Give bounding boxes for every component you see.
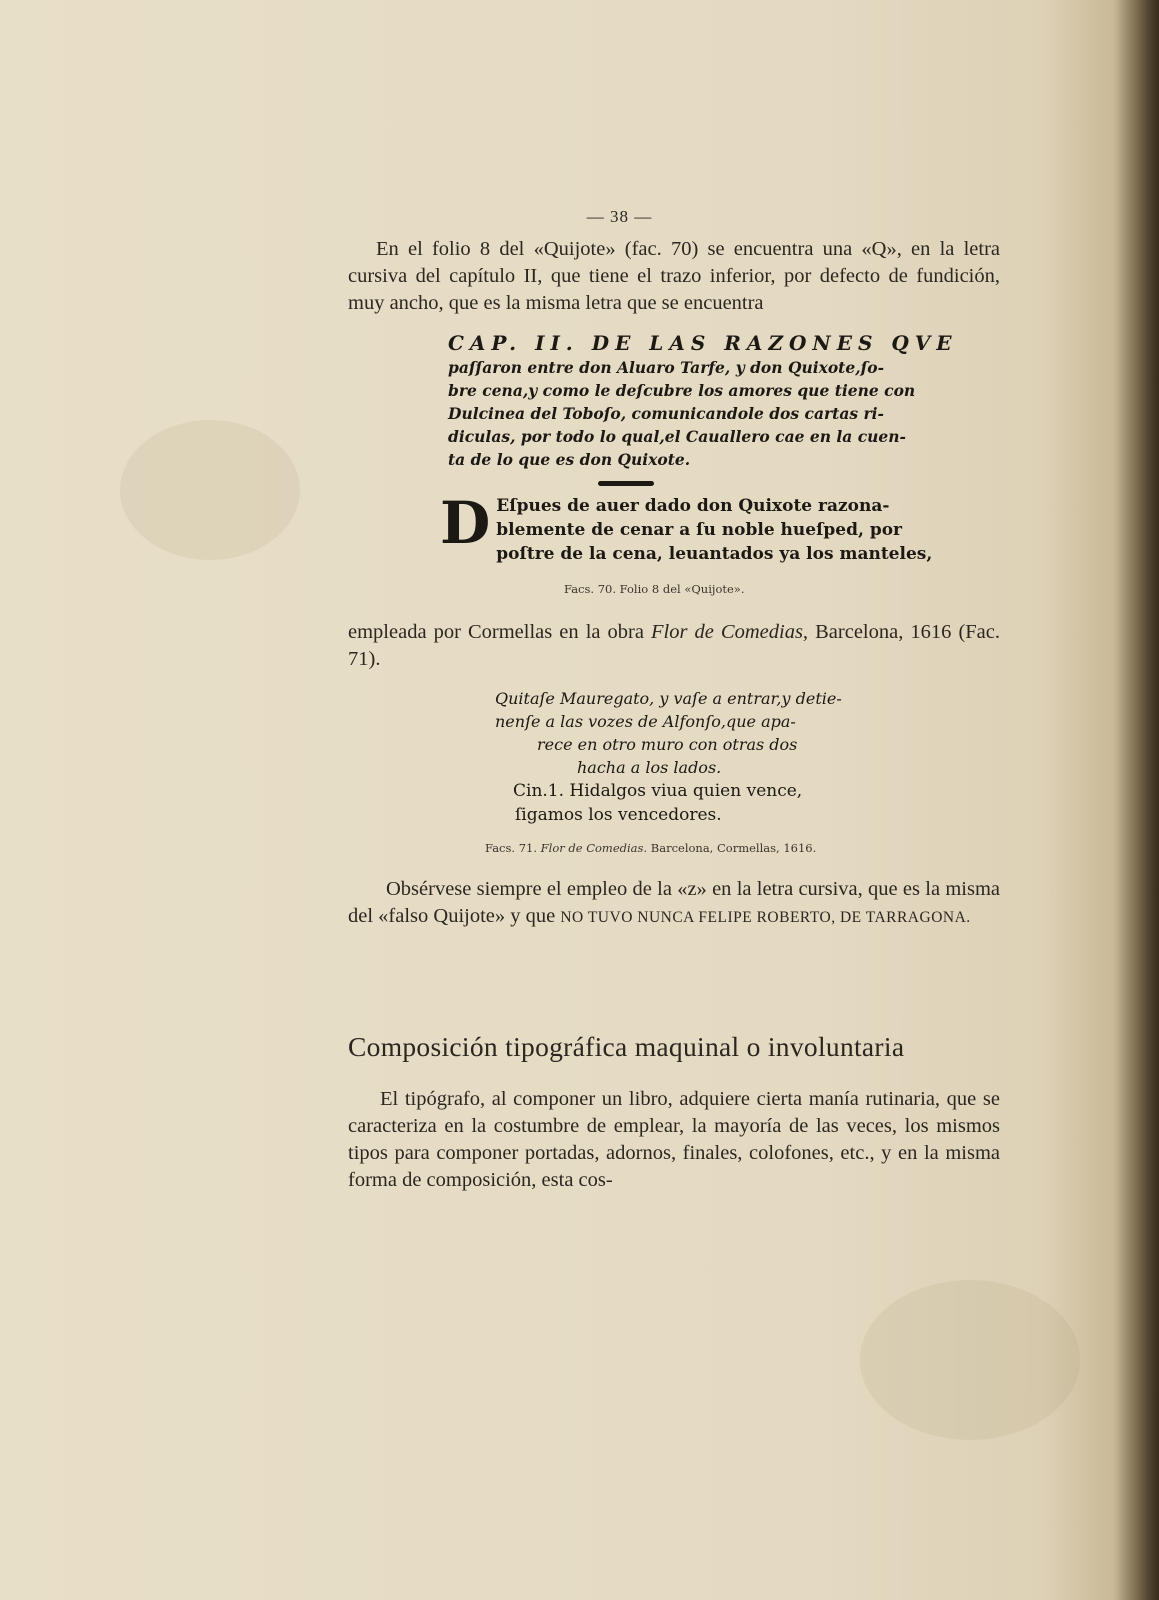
facsimile-71 <box>495 687 875 827</box>
facsimile-line: paſſaron entre don Aluaro Tarfe, y don Quixote,ſo- <box>448 358 885 377</box>
paragraph-text: empleada por Cormellas en la obra <box>348 621 652 643</box>
paper-stain <box>860 1280 1080 1440</box>
figure-caption-70: Facs. 70. Folio 8 del «Quijote». <box>564 582 745 596</box>
facsimile-line: ta de lo que es don Quixote. <box>448 450 691 469</box>
facsimile-line: ſigamos los vencedores. <box>515 805 722 825</box>
paragraph-typographer: El tipógrafo, al componer un libro, adquiere cierta manía rutinaria, que se caracteriza en la costumbre de emplear, la mayoría de las veces, los mismos tipos para componer portadas, adornos, finales, colofones, etc., y en la misma forma de composición, esta cos- <box>348 1088 1000 1191</box>
emphasis-caps: NO TUVO NUNCA FELIPE ROBERTO, DE TARRAGONA. <box>560 909 971 926</box>
paragraph-text: Barcelona, 1616 (Fac. 71). <box>348 621 1000 670</box>
paragraph-cormellas <box>348 619 1000 673</box>
facsimile-line: Quitaſe Mauregato, y vaſe a entrar,y detie- <box>495 689 842 708</box>
facsimile-line: hacha a los lados. <box>577 758 722 777</box>
page-number: — 38 — <box>586 207 653 226</box>
facsimile-line: Dulcinea del Toboſo, comunicandole dos cartas ri- <box>448 404 884 423</box>
facsimile-body-line: poſtre de la cena, leuantados ya los manteles, <box>496 544 933 564</box>
book-title: Flor de Comedias, <box>651 621 809 643</box>
facsimile-chapter-heading: CAP. II. DE LAS RAZONES QVE <box>448 331 958 355</box>
facsimile-line: Cin.1. Hidalgos viua quien vence, <box>513 781 803 801</box>
facsimile-body <box>440 489 933 566</box>
facsimile-70 <box>440 330 958 566</box>
caption-text: Facs. 71. <box>485 841 541 855</box>
ornamental-rule <box>598 481 654 486</box>
page-edge-shadow <box>1117 0 1159 1600</box>
paragraph-text: Obsérvese siempre el empleo de la «z» en la letra cursiva, que es la misma del «falso Quijote» y que <box>348 878 1000 927</box>
paragraph-intro: En el folio 8 del «Quijote» (fac. 70) se encuentra una «Q», en la letra cursiva del capítulo II, que tiene el trazo inferior, por defecto de fundición, muy ancho, que es la misma letra que se encuentra <box>348 238 1000 314</box>
facsimile-line: diculas, por todo lo qual,el Cauallero cae en la cuen- <box>448 427 906 446</box>
caption-title: Flor de Comedias. <box>540 841 648 855</box>
facsimile-body-line: Eſpues de auer dado don Quixote razona- <box>496 496 890 516</box>
paper-stain <box>120 420 300 560</box>
caption-text: Barcelona, Cormellas, 1616. <box>647 841 817 855</box>
paragraph-observation <box>348 876 1000 931</box>
section-heading: Composición tipográfica maquinal o involuntaria <box>348 1031 905 1062</box>
facsimile-line: nenſe a las vozes de Alfonſo,que apa- <box>495 712 796 731</box>
facsimile-line: rece en otro muro con otras dos <box>537 735 798 754</box>
drop-cap: D <box>440 489 491 557</box>
facsimile-line: bre cena,y como le deſcubre los amores que tiene con <box>448 381 916 400</box>
facsimile-body-line: blemente de cenar a ſu noble hueſped, por <box>496 520 903 540</box>
figure-caption-71 <box>485 841 816 855</box>
